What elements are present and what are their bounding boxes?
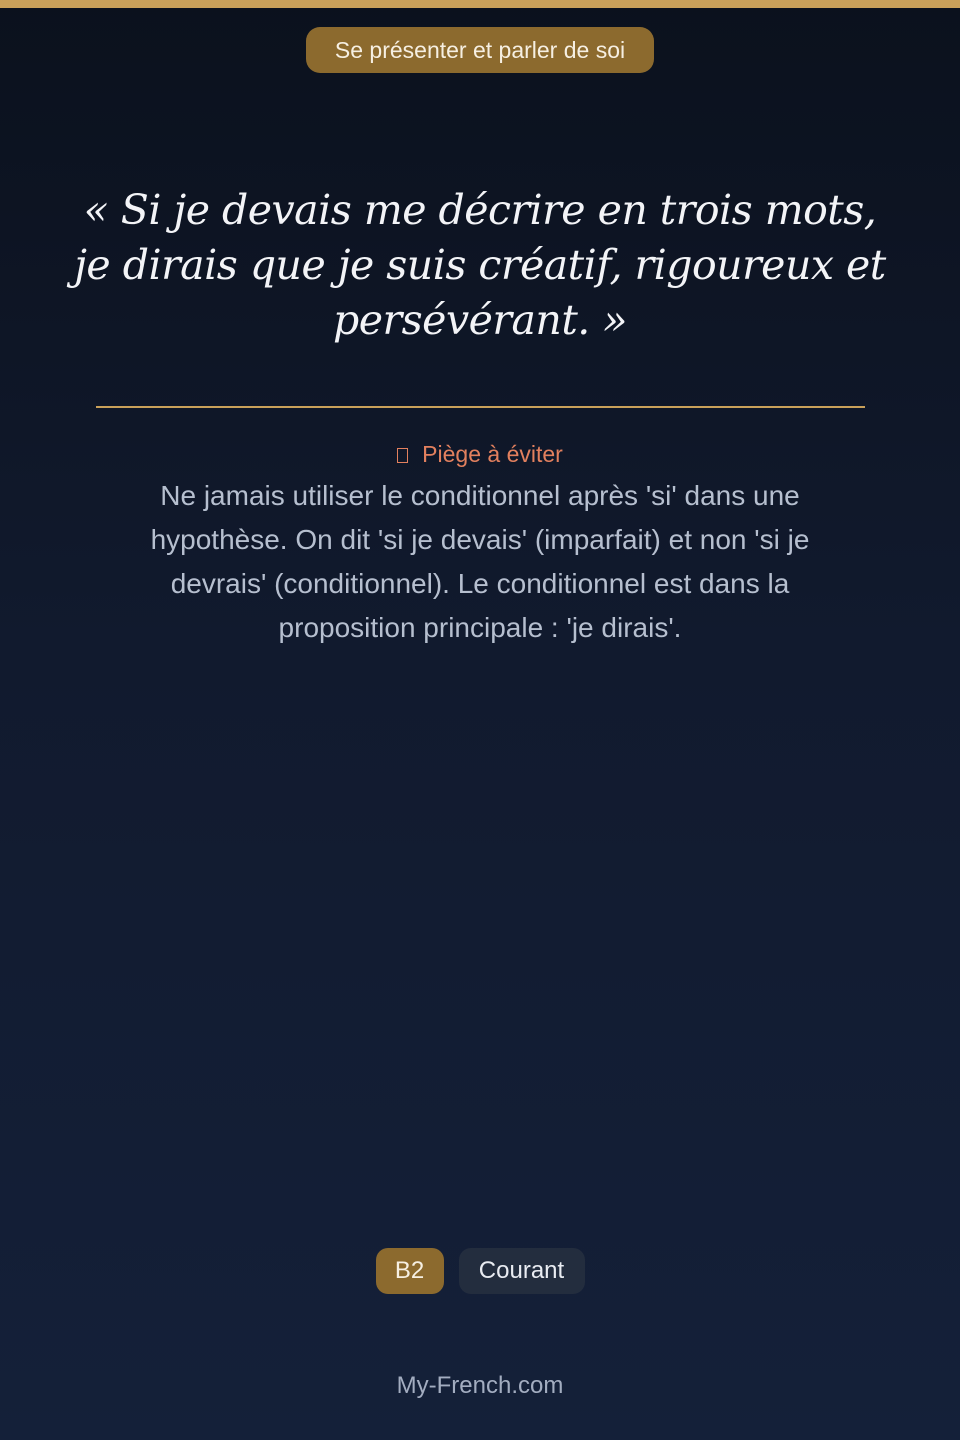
example-quote: « Si je devais me décrire en trois mots, je dirais que je suis créatif, rigoureux et persévérant. » [74, 186, 886, 344]
warning-title: Piège à éviter [422, 441, 563, 467]
site-footer: My-French.com [396, 1372, 564, 1399]
warning-header [0, 438, 960, 470]
topic-badge: Se présenter et parler de soi [306, 27, 654, 73]
divider [96, 406, 865, 408]
level-badge: B2 [376, 1248, 444, 1294]
warning-icon [397, 448, 408, 463]
register-badge: Courant [459, 1248, 585, 1294]
warning-text: Ne jamais utiliser le conditionnel après 'si' dans une hypothèse. On dit 'si je devais' (imparfait) et non 'si je devrais' (conditionnel). Le conditionnel est dans la proposition principale : 'je dirais'. [150, 480, 810, 643]
top-accent-bar [0, 0, 960, 8]
tag-row [0, 1248, 960, 1294]
